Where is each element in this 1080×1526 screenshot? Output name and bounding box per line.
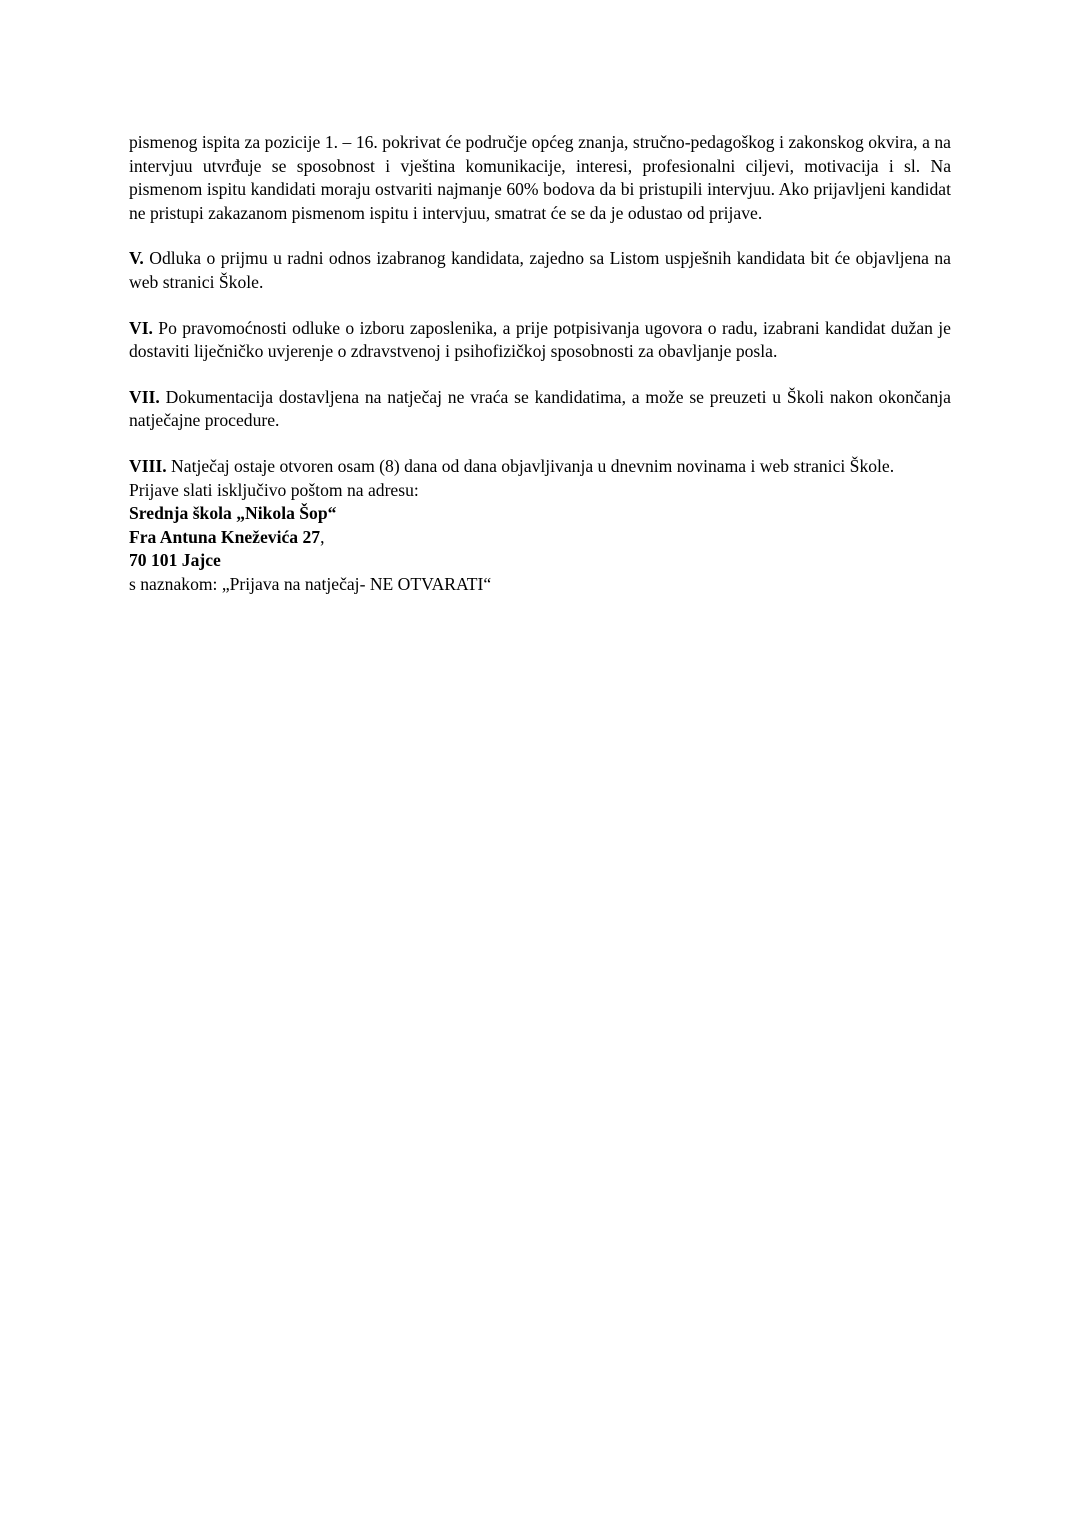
address-city: 70 101 Jajce xyxy=(129,550,221,571)
address-school-name: Srednja škola „Nikola Šop“ xyxy=(129,503,337,524)
paragraph-text: Dokumentacija dostavljena na natječaj ne vraća se kandidatima, a može se preuzeti u Školi nakon okončanja natječajne procedure. xyxy=(129,386,951,431)
paragraph-exam-description xyxy=(129,131,951,225)
section-number: V. xyxy=(129,248,144,269)
address-block xyxy=(129,479,951,597)
paragraph-text: Po pravomoćnosti odluke o izboru zaposlenika, a prije potpisivanja ugovora o radu, izabrani kandidat dužan je dostaviti liječničko uvjerenje o zdravstvenoj i psihofizičkoj sposobnosti za obavljanje posla. xyxy=(129,317,951,362)
paragraph-section-v xyxy=(129,247,951,294)
address-intro: Prijave slati isključivo poštom na adresu: xyxy=(129,479,419,500)
address-street-suffix: , xyxy=(320,526,325,547)
paragraph-text: pismenog ispita za pozicije 1. – 16. pokrivat će područje općeg znanja, stručno-pedagoškog i zakonskog okvira, a na intervjuu utvrđuje se sposobnost i vještina komunikacije, interesi, profesionalni ciljevi, motivacija i sl. Na pismenom ispitu kandidati moraju ostvariti najmanje 60% bodova da bi pristupili intervjuu. Ako prijavljeni kandidat ne pristupi zakazanom pismenom ispitu i intervjuu, smatrat će se da je odustao od prijave. xyxy=(129,132,951,223)
section-number: VI. xyxy=(129,317,153,338)
address-street-line xyxy=(129,526,951,550)
address-street: Fra Antuna Kneževića 27 xyxy=(129,526,321,547)
paragraph-section-viii xyxy=(129,455,951,479)
section-number: VII. xyxy=(129,386,160,407)
document-body xyxy=(129,131,951,597)
paragraph-text: Natječaj ostaje otvoren osam (8) dana od dana objavljivanja u dnevnim novinama i web stranici Škole. xyxy=(166,455,895,476)
address-note: s naznakom: „Prijava na natječaj- NE OTVARATI“ xyxy=(129,573,492,594)
paragraph-text: Odluka o prijmu u radni odnos izabranog kandidata, zajedno sa Listom uspješnih kandidata bit će objavljena na web stranici Škole. xyxy=(129,248,951,292)
section-number: VIII. xyxy=(129,455,167,476)
paragraph-section-vi xyxy=(129,317,951,364)
paragraph-section-vii xyxy=(129,386,951,433)
